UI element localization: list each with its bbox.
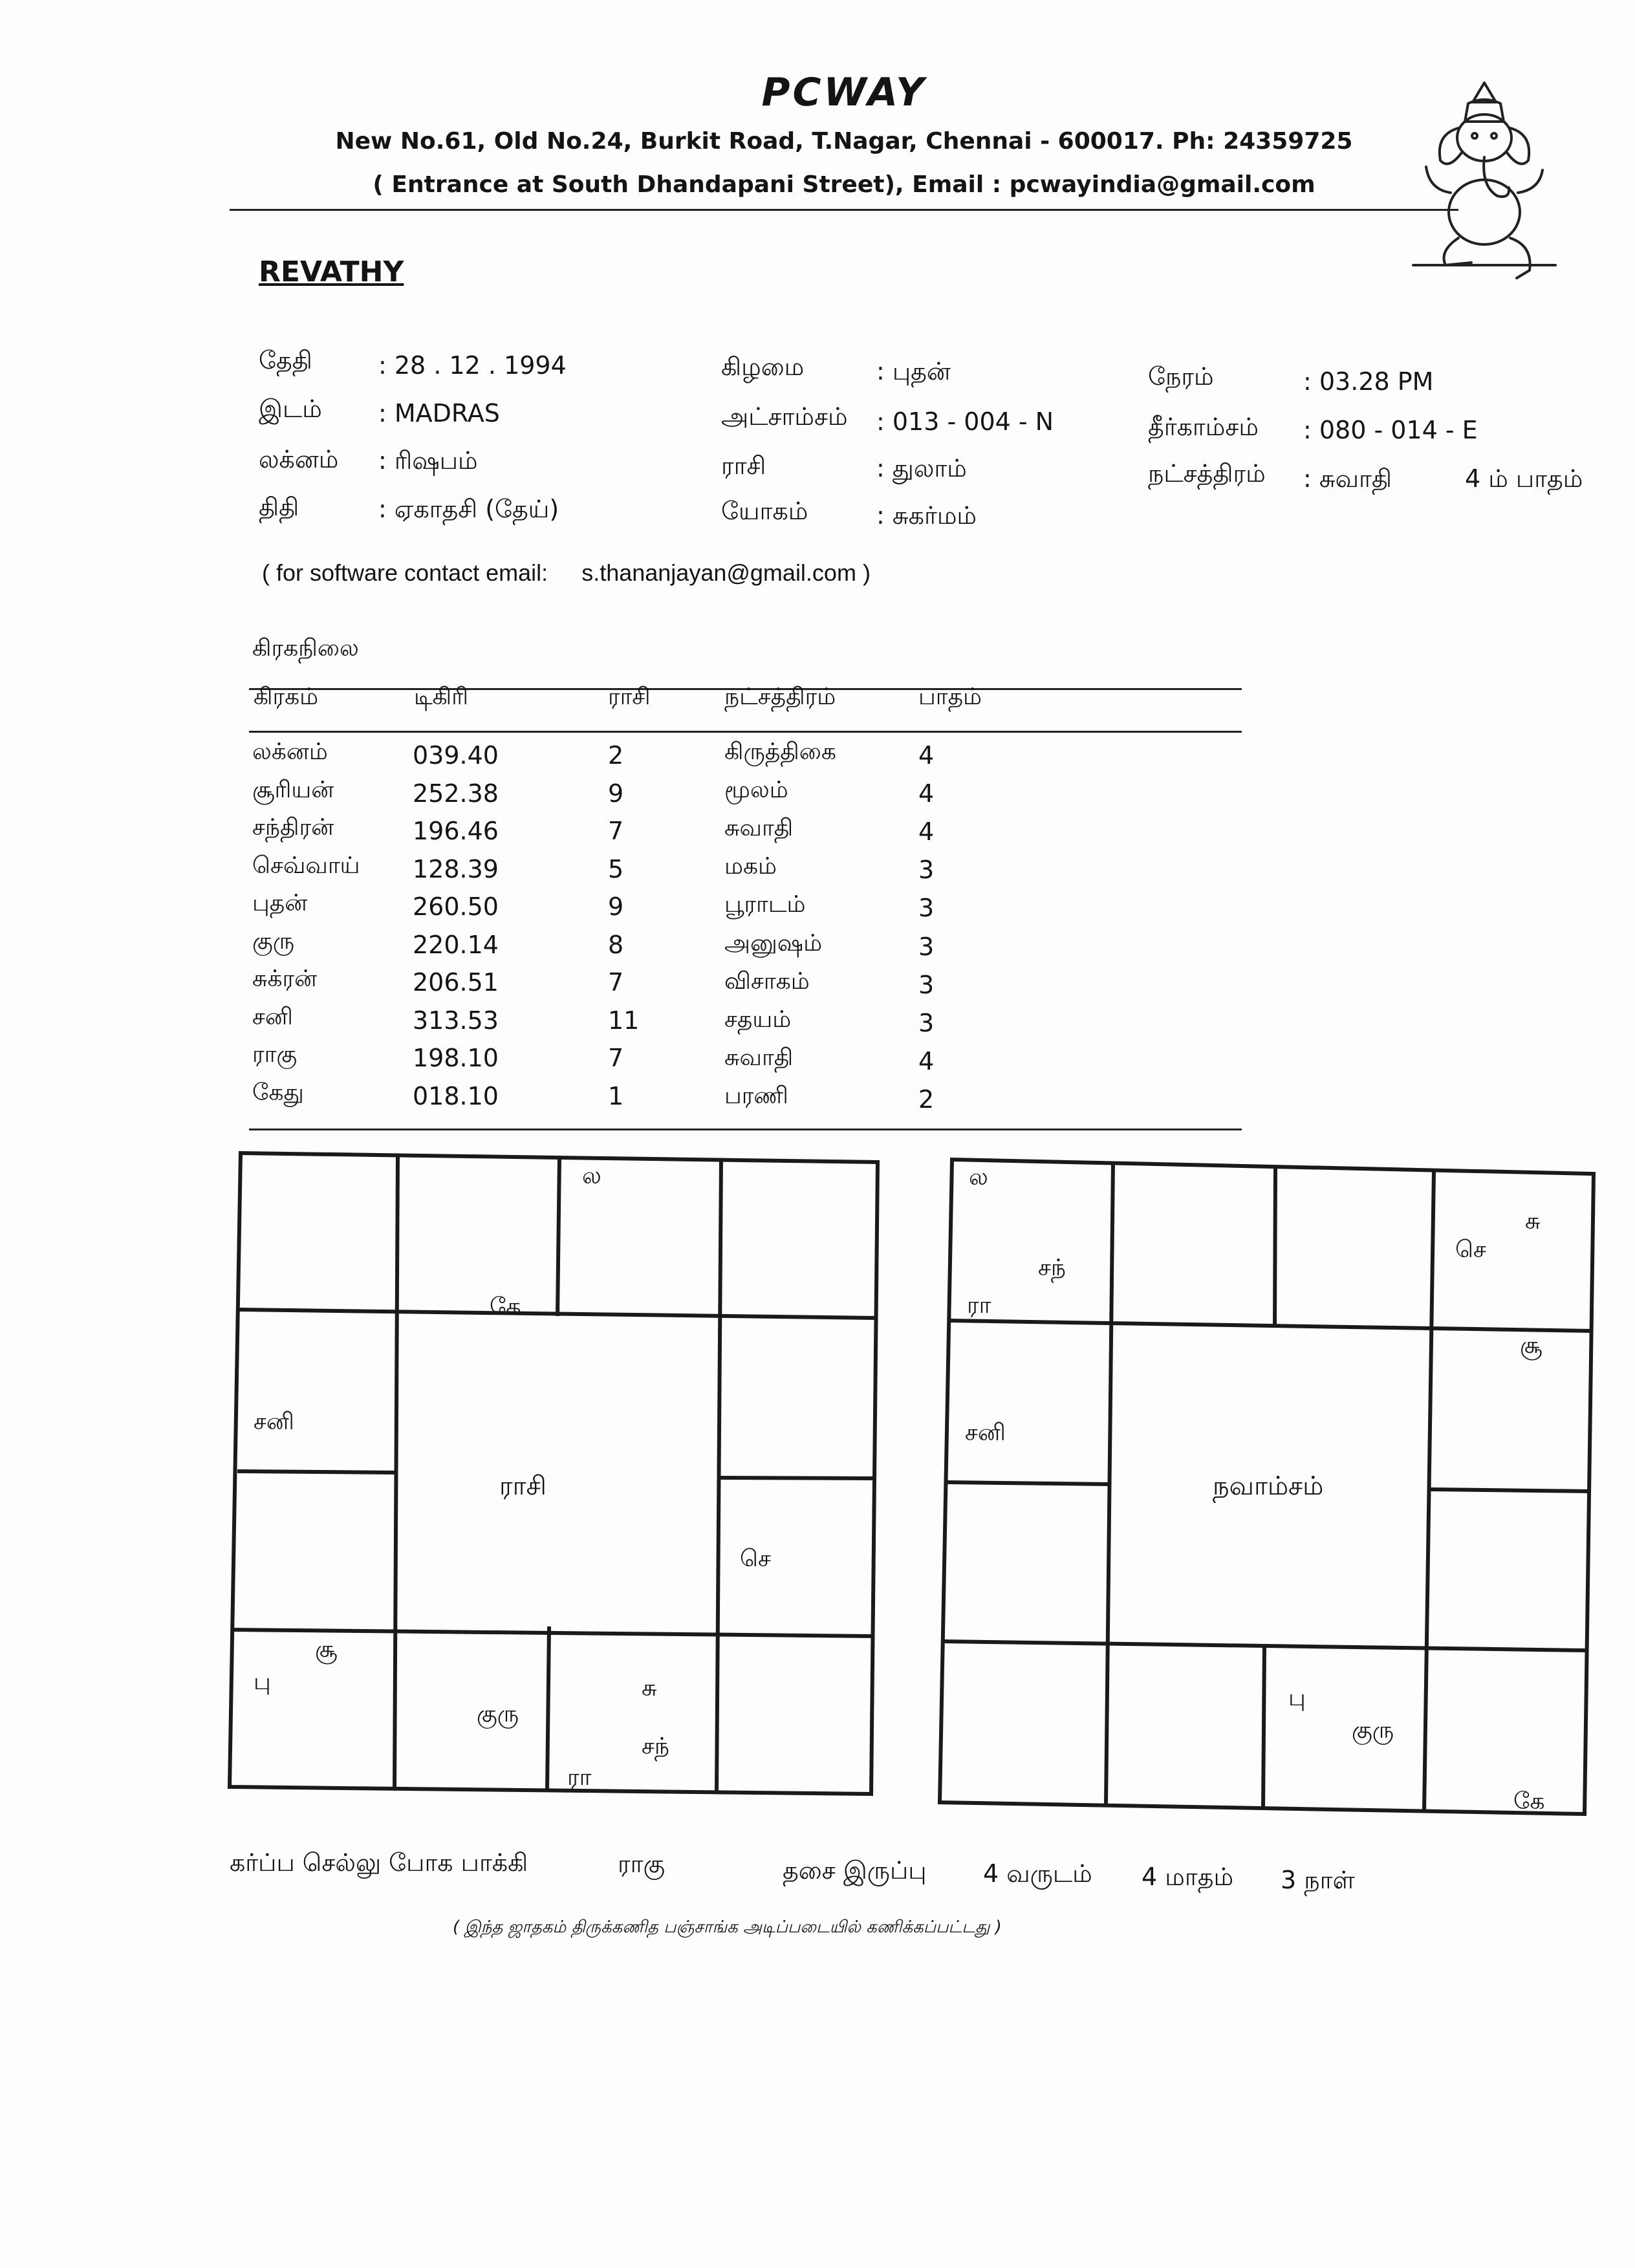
- table-cell: சந்திரன்: [252, 814, 334, 841]
- table-cell: சுவாதி: [724, 1044, 794, 1071]
- software-note: [262, 559, 871, 587]
- table-cell: 4: [918, 779, 935, 808]
- longitude-value: : 080 - 014 - E: [1303, 416, 1478, 444]
- rasi-cell-puthan: பு: [254, 1669, 271, 1695]
- dasa-days: 3 நாள்: [1281, 1866, 1355, 1894]
- navamsa-cell-rahu: ரா: [967, 1292, 991, 1319]
- star-label: நட்சத்திரம்: [1148, 459, 1266, 488]
- rasi-cell-rahu: ரா: [567, 1764, 592, 1791]
- company-title: PCWAY: [761, 70, 927, 115]
- rasi-cell-chandran: சந்: [642, 1733, 670, 1760]
- table-cell: 7: [608, 817, 624, 845]
- table-cell: 9: [608, 892, 624, 921]
- thithi-value: : ஏகாதசி (தேய்): [378, 495, 559, 523]
- longitude-label: தீர்காம்சம்: [1148, 413, 1259, 441]
- table-cell: அனுஷம்: [724, 929, 823, 956]
- day-label: கிழமை: [721, 352, 805, 381]
- table-cell: 7: [608, 968, 624, 997]
- table-cell: 260.50: [413, 892, 499, 921]
- navamsa-chart: [938, 1158, 1604, 1817]
- table-cell: 313.53: [413, 1006, 499, 1035]
- rasi-cell-sevvai: செ: [740, 1546, 771, 1572]
- navamsa-cell-sooriyan: சூ: [1520, 1332, 1543, 1359]
- place-label: இடம்: [259, 394, 322, 423]
- table-cell: 196.46: [413, 817, 499, 845]
- table-cell: 2: [918, 1085, 935, 1114]
- footer-note: ( இந்த ஜாதகம் திருக்கணித பஞ்சாங்க அடிப்படையில் கணிக்கப்பட்டது ): [453, 1917, 1002, 1937]
- table-cell: சுவாதி: [724, 815, 794, 842]
- table-rule-header: [249, 731, 1242, 733]
- company-entrance-email: ( Entrance at South Dhandapani Street), Email : pcwayindia@gmail.com: [373, 171, 1316, 198]
- table-cell: 5: [608, 854, 624, 883]
- navamsa-cell-puthan: பு: [1288, 1685, 1306, 1711]
- table-cell: 220.14: [413, 930, 499, 959]
- table-cell: 8: [608, 930, 624, 959]
- navamsa-center-label: நவாம்சம்: [1213, 1471, 1324, 1501]
- table-cell: 3: [918, 856, 935, 885]
- rasi-cell-guru: குரு: [477, 1701, 519, 1727]
- company-address: New No.61, Old No.24, Burkit Road, T.Nagar, Chennai - 600017. Ph: 24359725: [335, 128, 1353, 155]
- rasi-chart: [228, 1151, 881, 1798]
- table-cell: 128.39: [413, 854, 499, 883]
- date-value: : 28 . 12 . 1994: [378, 351, 567, 380]
- latitude-label: அட்சாம்சம்: [721, 402, 848, 431]
- table-header-cell: கிரகம்: [254, 684, 319, 710]
- table-cell: சுக்ரன்: [252, 966, 318, 992]
- table-cell: புதன்: [252, 890, 308, 916]
- table-cell: 039.40: [413, 741, 499, 770]
- table-cell: 4: [918, 741, 935, 770]
- rasi-cell-kethu: கே: [490, 1293, 521, 1320]
- navamsa-cell-lagnam: ல: [969, 1164, 988, 1191]
- time-value: : 03.28 PM: [1303, 367, 1434, 396]
- table-cell: மூலம்: [724, 777, 788, 804]
- table-cell: குரு: [252, 927, 295, 955]
- software-note-email: s.thananjayan@gmail.com ): [581, 559, 871, 586]
- balance-label: கர்ப்ப செல்லு போக பாக்கி: [230, 1848, 528, 1877]
- table-cell: பரணி: [724, 1082, 788, 1109]
- rasi-label: ராசி: [721, 451, 766, 480]
- table-cell: கேது: [252, 1079, 304, 1106]
- rasi-cell-lagnam: ல: [582, 1163, 601, 1189]
- navamsa-cell-sukran: சு: [1525, 1208, 1541, 1235]
- table-cell: 9: [608, 779, 624, 808]
- time-label: நேரம்: [1148, 362, 1214, 391]
- star-value: : சுவாதி: [1303, 464, 1392, 493]
- table-cell: 018.10: [413, 1081, 499, 1110]
- person-name: REVATHY: [259, 255, 404, 288]
- table-cell: மகம்: [724, 853, 777, 880]
- navamsa-cell-sevvai: செ: [1455, 1237, 1486, 1263]
- table-cell: சதயம்: [724, 1006, 792, 1033]
- navamsa-cell-guru: குரு: [1352, 1717, 1394, 1744]
- table-header-cell: நட்சத்திரம்: [724, 684, 836, 710]
- table-cell: விசாகம்: [724, 967, 810, 995]
- table-cell: சனி: [252, 1003, 293, 1030]
- table-cell: பூராடம்: [724, 891, 806, 918]
- rasi-value: : துலாம்: [876, 454, 967, 482]
- table-cell: 252.38: [413, 779, 499, 808]
- table-cell: 198.10: [413, 1044, 499, 1072]
- table-header-cell: பாதம்: [918, 684, 982, 710]
- table-cell: 7: [608, 1044, 624, 1072]
- dasa-label: தசை இருப்பு: [783, 1856, 927, 1885]
- table-cell: லக்னம்: [252, 739, 328, 765]
- table-cell: 3: [918, 932, 935, 961]
- dasa-months: 4 மாதம்: [1142, 1863, 1234, 1891]
- navamsa-cell-kethu: கே: [1513, 1788, 1545, 1815]
- rasi-cell-sani: சனி: [254, 1409, 294, 1435]
- table-cell: கிருத்திகை: [724, 739, 836, 765]
- software-note-prefix: ( for software contact email:: [262, 559, 548, 586]
- yogam-label: யோகம்: [721, 497, 808, 525]
- table-cell: 206.51: [413, 968, 499, 997]
- table-cell: 3: [918, 894, 935, 923]
- table-cell: சூரியன்: [252, 776, 334, 803]
- planet-table-title: கிரகநிலை: [252, 635, 359, 662]
- table-header-cell: டிகிரி: [414, 684, 469, 710]
- lagnam-value: : ரிஷபம்: [378, 446, 478, 475]
- ganesha-icon: [1400, 76, 1568, 283]
- navamsa-cell-chandran: சந்: [1038, 1255, 1067, 1281]
- header-divider: [230, 209, 1458, 211]
- latitude-value: : 013 - 004 - N: [876, 407, 1054, 436]
- day-value: : புதன்: [876, 357, 951, 385]
- table-cell: 11: [608, 1006, 640, 1035]
- table-cell: 1: [608, 1081, 624, 1110]
- dasa-planet: ராகு: [618, 1850, 666, 1878]
- rasi-cell-sooriyan: சூ: [315, 1636, 338, 1663]
- dasa-years: 4 வருடம்: [983, 1859, 1092, 1888]
- lagnam-label: லக்னம்: [259, 445, 339, 473]
- table-cell: 4: [918, 1046, 935, 1075]
- table-cell: ராகு: [252, 1041, 298, 1068]
- rasi-cell-sukran: சு: [642, 1675, 657, 1701]
- table-cell: 3: [918, 970, 935, 999]
- rasi-center-label: ராசி: [499, 1471, 547, 1501]
- table-cell: 2: [608, 741, 624, 770]
- thithi-label: திதி: [259, 493, 299, 521]
- table-rule-bottom: [249, 1129, 1242, 1130]
- table-cell: 3: [918, 1008, 935, 1037]
- navamsa-cell-sani: சனி: [965, 1420, 1006, 1446]
- table-cell: 4: [918, 817, 935, 847]
- rasi-grid: [228, 1151, 881, 1798]
- table-cell: செவ்வாய்: [252, 852, 360, 879]
- star-padam: 4 ம் பாதம்: [1465, 464, 1583, 493]
- table-header-cell: ராசி: [608, 684, 651, 710]
- date-label: தேதி: [259, 346, 312, 374]
- place-value: : MADRAS: [378, 399, 500, 427]
- yogam-value: : சுகர்மம்: [876, 501, 977, 530]
